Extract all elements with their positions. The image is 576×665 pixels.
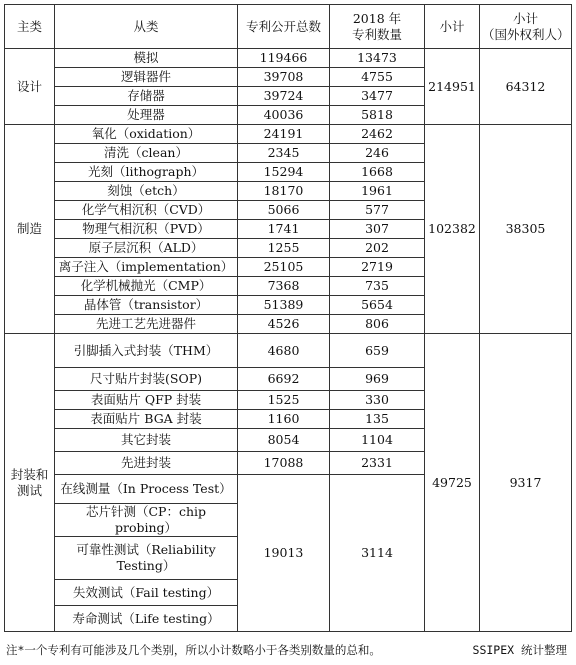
subcategory: 氧化（oxidation） <box>55 125 238 144</box>
total-cell: 17088 <box>238 452 330 475</box>
y2018-cell: 246 <box>330 144 425 163</box>
total-cell: 6692 <box>238 368 330 391</box>
total-cell: 2345 <box>238 144 330 163</box>
total-cell: 1525 <box>238 391 330 410</box>
y2018-cell: 4755 <box>330 68 425 87</box>
subcategory: 刻蚀（etch） <box>55 182 238 201</box>
y2018-cell: 135 <box>330 410 425 429</box>
subcategory: 引脚插入式封装（THM） <box>55 334 238 368</box>
patent-table <box>4 4 572 632</box>
total-cell: 1741 <box>238 220 330 239</box>
subcategory: 模拟 <box>55 49 238 68</box>
total-cell: 39724 <box>238 87 330 106</box>
total-cell: 7368 <box>238 277 330 296</box>
subcategory <box>55 537 238 580</box>
y2018-cell: 2462 <box>330 125 425 144</box>
subcategory: 表面贴片 QFP 封装 <box>55 391 238 410</box>
total-cell: 5066 <box>238 201 330 220</box>
total-cell: 39708 <box>238 68 330 87</box>
y2018-cell: 1668 <box>330 163 425 182</box>
y2018-cell: 735 <box>330 277 425 296</box>
subcategory: 物理气相沉积（PVD） <box>55 220 238 239</box>
subcategory: 化学机械抛光（CMP） <box>55 277 238 296</box>
header-foreign-line2: （国外权利人） <box>482 26 570 42</box>
footnote <box>6 642 571 658</box>
y2018-cell: 2719 <box>330 258 425 277</box>
manufacturing-subtotal: 102382 <box>425 125 480 334</box>
y2018-cell: 1961 <box>330 182 425 201</box>
manufacturing-foreign: 38305 <box>480 125 572 334</box>
total-cell: 8054 <box>238 429 330 452</box>
subcategory-line2: Testing） <box>116 558 176 573</box>
y2018-cell: 13473 <box>330 49 425 68</box>
category-packaging <box>5 334 55 632</box>
total-cell: 4526 <box>238 315 330 334</box>
category-packaging-line2: 测试 <box>16 482 42 498</box>
subcategory: 尺寸贴片封装(SOP) <box>55 368 238 391</box>
subcategory: 化学气相沉积（CVD） <box>55 201 238 220</box>
header-row <box>5 5 572 49</box>
header-main: 主类 <box>5 5 55 49</box>
total-cell: 1255 <box>238 239 330 258</box>
subcategory: 逻辑器件 <box>55 68 238 87</box>
subcategory: 离子注入（implementation） <box>55 258 238 277</box>
total-cell: 15294 <box>238 163 330 182</box>
total-cell: 24191 <box>238 125 330 144</box>
table-row <box>5 125 572 144</box>
y2018-cell: 659 <box>330 334 425 368</box>
packaging-foreign: 9317 <box>480 334 572 632</box>
y2018-cell: 2331 <box>330 452 425 475</box>
subcategory: 存储器 <box>55 87 238 106</box>
y2018-cell: 5818 <box>330 106 425 125</box>
category-manufacturing: 制造 <box>5 125 55 334</box>
subcategory-line1: 可靠性测试（Reliability <box>76 542 216 557</box>
subcategory: 寿命测试（Life testing） <box>55 606 238 632</box>
y2018-cell: 330 <box>330 391 425 410</box>
subcategory: 先进封装 <box>55 452 238 475</box>
design-foreign: 64312 <box>480 49 572 125</box>
design-subtotal: 214951 <box>425 49 480 125</box>
total-cell: 4680 <box>238 334 330 368</box>
y2018-cell: 969 <box>330 368 425 391</box>
y2018-cell: 577 <box>330 201 425 220</box>
y2018-cell: 5654 <box>330 296 425 315</box>
category-design: 设计 <box>5 49 55 125</box>
subcategory: 光刻（lithograph） <box>55 163 238 182</box>
header-total: 专利公开总数 <box>238 5 330 49</box>
header-foreign <box>480 5 572 49</box>
subcategory: 失效测试（Fail testing） <box>55 580 238 606</box>
y2018-cell: 806 <box>330 315 425 334</box>
y2018-cell: 1104 <box>330 429 425 452</box>
total-cell: 119466 <box>238 49 330 68</box>
subcategory: 晶体管（transistor） <box>55 296 238 315</box>
tests-total: 19013 <box>238 475 330 632</box>
table-row <box>5 334 572 368</box>
total-cell: 51389 <box>238 296 330 315</box>
subcategory: 原子层沉积（ALD） <box>55 239 238 258</box>
tests-y2018: 3114 <box>330 475 425 632</box>
y2018-cell: 307 <box>330 220 425 239</box>
packaging-subtotal: 49725 <box>425 334 480 632</box>
subcategory: 先进工艺先进器件 <box>55 315 238 334</box>
subcategory: 表面贴片 BGA 封装 <box>55 410 238 429</box>
header-2018-line2: 专利数量 <box>351 26 402 42</box>
header-2018-line1: 2018 年 <box>352 10 402 26</box>
y2018-cell: 202 <box>330 239 425 258</box>
header-sub: 从类 <box>55 5 238 49</box>
source-credit: SSIPEX 统计整理 <box>472 643 567 657</box>
table-row <box>5 49 572 68</box>
header-subtotal: 小计 <box>425 5 480 49</box>
total-cell: 40036 <box>238 106 330 125</box>
total-cell: 1160 <box>238 410 330 429</box>
footnote-text: 注*一个专利有可能涉及几个类别，所以小计数略小于各类别数量的总和。 <box>6 643 381 657</box>
subcategory: 在线测量（In Process Test） <box>55 475 238 504</box>
category-packaging-line1: 封装和 <box>10 466 49 482</box>
total-cell: 25105 <box>238 258 330 277</box>
header-2018 <box>330 5 425 49</box>
subcategory: 清洗（clean） <box>55 144 238 163</box>
total-cell: 18170 <box>238 182 330 201</box>
y2018-cell: 3477 <box>330 87 425 106</box>
subcategory: 芯片针测（CP：chip probing） <box>55 504 238 537</box>
subcategory: 处理器 <box>55 106 238 125</box>
header-foreign-line1: 小计 <box>512 10 538 26</box>
subcategory: 其它封装 <box>55 429 238 452</box>
